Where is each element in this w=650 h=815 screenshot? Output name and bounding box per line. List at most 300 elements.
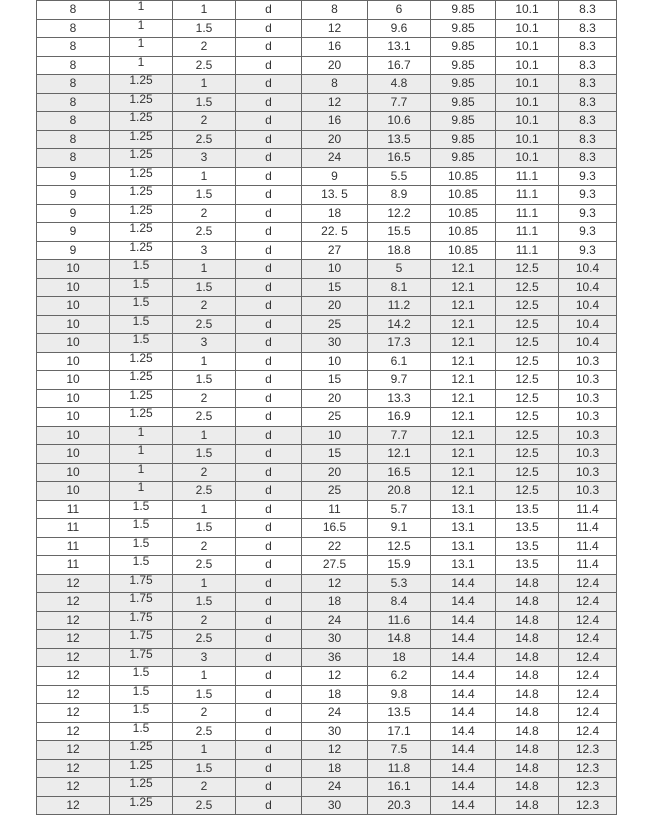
hole-max-cell: [496, 482, 559, 501]
length-cell: [302, 93, 368, 112]
cell-value: 12.4: [575, 594, 600, 609]
ratio-cell: [173, 426, 236, 445]
pitch-cell: [110, 371, 173, 390]
depth-cell: [368, 667, 431, 686]
pitch-cell: [110, 56, 173, 75]
cell-value: 12: [66, 575, 80, 590]
ratio-cell: [173, 408, 236, 427]
pitch-cell: [110, 426, 173, 445]
core-cell: [559, 56, 617, 75]
table-row: [37, 778, 617, 797]
cell-value: 10.85: [447, 168, 479, 183]
cell-value: 1.5: [132, 685, 150, 698]
cell-value: 9.85: [451, 131, 475, 146]
core-cell: [559, 93, 617, 112]
length-cell: [302, 500, 368, 519]
unit-cell: [236, 445, 302, 464]
core-cell: [559, 667, 617, 686]
pitch-cell: [110, 593, 173, 612]
hole-min-cell: [431, 186, 496, 205]
table-row: [37, 1, 617, 20]
cell-value: 12.4: [575, 668, 600, 683]
cell-value: 10.3: [575, 483, 600, 498]
ratio-cell: [173, 112, 236, 131]
diameter-cell: [37, 482, 110, 501]
cell-value: 6: [395, 2, 403, 17]
cell-value: 2: [200, 538, 208, 553]
cell-value: d: [265, 631, 272, 646]
cell-value: 18: [327, 760, 342, 775]
unit-cell: [236, 204, 302, 223]
cell-value: 16.5: [322, 520, 347, 535]
cell-value: 1: [200, 76, 208, 91]
hole-max-cell: [496, 611, 559, 630]
cell-value: 9: [69, 224, 77, 239]
hole-min-cell: [431, 297, 496, 316]
cell-value: 1.5: [132, 722, 150, 735]
core-cell: [559, 130, 617, 149]
hole-min-cell: [431, 56, 496, 75]
cell-value: d: [265, 612, 272, 627]
length-cell: [302, 149, 368, 168]
hole-min-cell: [431, 611, 496, 630]
cell-value: 2: [200, 464, 208, 479]
unit-cell: [236, 75, 302, 94]
cell-value: 20: [327, 464, 342, 479]
depth-cell: [368, 167, 431, 186]
length-cell: [302, 574, 368, 593]
cell-value: 30: [327, 797, 342, 812]
table-row: [37, 463, 617, 482]
hole-min-cell: [431, 371, 496, 390]
hole-min-cell: [431, 482, 496, 501]
hole-min-cell: [431, 778, 496, 797]
ratio-cell: [173, 704, 236, 723]
diameter-cell: [37, 704, 110, 723]
length-cell: [302, 741, 368, 760]
table-row: [37, 278, 617, 297]
ratio-cell: [173, 537, 236, 556]
depth-cell: [368, 426, 431, 445]
cell-value: 10: [66, 427, 80, 442]
cell-value: d: [265, 298, 272, 313]
hole-min-cell: [431, 741, 496, 760]
hole-max-cell: [496, 204, 559, 223]
diameter-cell: [37, 278, 110, 297]
cell-value: 7.7: [390, 94, 408, 109]
unit-cell: [236, 186, 302, 205]
hole-min-cell: [431, 500, 496, 519]
depth-cell: [368, 704, 431, 723]
core-cell: [559, 389, 617, 408]
depth-cell: [368, 648, 431, 667]
cell-value: 12.1: [451, 409, 475, 424]
cell-value: 8: [69, 150, 77, 165]
hole-min-cell: [431, 38, 496, 57]
pitch-cell: [110, 667, 173, 686]
cell-value: 1.5: [195, 187, 213, 202]
cell-value: 1.5: [195, 594, 213, 609]
hole-min-cell: [431, 685, 496, 704]
ratio-cell: [173, 75, 236, 94]
length-cell: [302, 38, 368, 57]
length-cell: [302, 593, 368, 612]
cell-value: 12.4: [575, 705, 600, 720]
unit-cell: [236, 371, 302, 390]
depth-cell: [368, 38, 431, 57]
cell-value: 12.5: [515, 335, 539, 350]
table-row: [37, 112, 617, 131]
cell-value: 1.25: [129, 185, 153, 199]
cell-value: d: [265, 483, 272, 498]
pitch-cell: [110, 778, 173, 797]
table-row: [37, 500, 617, 519]
hole-min-cell: [431, 759, 496, 778]
unit-cell: [236, 315, 302, 334]
diameter-cell: [37, 741, 110, 760]
cell-value: 12.3: [575, 760, 600, 775]
core-cell: [559, 593, 617, 612]
cell-value: 8.3: [579, 2, 596, 17]
ratio-cell: [173, 334, 236, 353]
table-row: [37, 371, 617, 390]
diameter-cell: [37, 796, 110, 815]
cell-value: 8.3: [579, 20, 596, 35]
depth-cell: [368, 93, 431, 112]
cell-value: 10: [327, 427, 342, 442]
cell-value: 1: [200, 501, 208, 516]
table-row: [37, 426, 617, 445]
cell-value: 9.85: [451, 57, 475, 72]
core-cell: [559, 408, 617, 427]
diameter-cell: [37, 93, 110, 112]
cell-value: 18.8: [387, 242, 411, 257]
cell-value: 1.25: [129, 389, 153, 402]
cell-value: 1.75: [129, 574, 153, 587]
unit-cell: [236, 630, 302, 649]
core-cell: [559, 537, 617, 556]
hole-min-cell: [431, 593, 496, 612]
cell-value: 10.85: [447, 187, 479, 202]
cell-value: 25: [327, 483, 342, 498]
cell-value: 1: [137, 37, 145, 51]
table-row: [37, 297, 617, 316]
cell-value: 1.5: [195, 20, 213, 35]
cell-value: 12.1: [451, 261, 475, 276]
depth-cell: [368, 297, 431, 316]
pitch-cell: [110, 741, 173, 760]
hole-max-cell: [496, 408, 559, 427]
unit-cell: [236, 389, 302, 408]
cell-value: 1.5: [132, 315, 150, 328]
cell-value: 14.4: [451, 631, 475, 646]
table-row: [37, 482, 617, 501]
unit-cell: [236, 56, 302, 75]
core-cell: [559, 241, 617, 260]
diameter-cell: [37, 426, 110, 445]
cell-value: 1.5: [132, 296, 150, 310]
unit-cell: [236, 796, 302, 815]
pitch-cell: [110, 278, 173, 297]
cell-value: 12: [66, 742, 80, 757]
cell-value: d: [265, 501, 272, 516]
cell-value: 22: [327, 538, 342, 553]
cell-value: 10.3: [575, 390, 600, 405]
core-cell: [559, 796, 617, 815]
depth-cell: [368, 556, 431, 575]
cell-value: 9.85: [451, 150, 475, 165]
core-cell: [559, 704, 617, 723]
cell-value: 10.85: [447, 224, 479, 239]
hole-max-cell: [496, 685, 559, 704]
pitch-cell: [110, 112, 173, 131]
length-cell: [302, 1, 368, 20]
cell-value: 1.5: [195, 372, 213, 387]
pitch-cell: [110, 611, 173, 630]
ratio-cell: [173, 778, 236, 797]
hole-min-cell: [431, 408, 496, 427]
unit-cell: [236, 463, 302, 482]
cell-value: 12.1: [387, 446, 411, 461]
cell-value: 30: [327, 723, 342, 738]
hole-max-cell: [496, 56, 559, 75]
table-row: [37, 223, 617, 242]
cell-value: 3: [200, 242, 208, 257]
unit-cell: [236, 1, 302, 20]
ratio-cell: [173, 685, 236, 704]
cell-value: 10.4: [575, 298, 600, 313]
cell-value: 11.4: [576, 501, 599, 516]
core-cell: [559, 556, 617, 575]
hole-max-cell: [496, 500, 559, 519]
cell-value: 14.4: [451, 723, 475, 738]
cell-value: 12.3: [575, 797, 600, 812]
hole-max-cell: [496, 741, 559, 760]
cell-value: 12.5: [515, 261, 539, 276]
length-cell: [302, 556, 368, 575]
cell-value: 14.4: [451, 797, 475, 812]
cell-value: 12: [327, 742, 342, 757]
diameter-cell: [37, 556, 110, 575]
cell-value: 12.5: [515, 353, 539, 368]
pitch-cell: [110, 260, 173, 279]
core-cell: [559, 315, 617, 334]
hole-max-cell: [496, 759, 559, 778]
cell-value: 9: [331, 168, 338, 183]
cell-value: 12.3: [575, 779, 600, 794]
cell-value: 1.5: [132, 333, 150, 347]
cell-value: 8: [69, 57, 77, 72]
length-cell: [302, 352, 368, 371]
hole-min-cell: [431, 796, 496, 815]
cell-value: 9.1: [390, 520, 408, 535]
hole-max-cell: [496, 537, 559, 556]
cell-value: 3: [200, 335, 208, 350]
pitch-cell: [110, 630, 173, 649]
length-cell: [302, 408, 368, 427]
cell-value: d: [265, 557, 272, 572]
cell-value: 9.3: [579, 224, 596, 239]
table-row: [37, 315, 617, 334]
cell-value: d: [265, 335, 272, 350]
table-row: [37, 445, 617, 464]
cell-value: 8.9: [390, 187, 408, 202]
cell-value: 8.3: [579, 131, 596, 146]
length-cell: [302, 667, 368, 686]
hole-max-cell: [496, 667, 559, 686]
hole-max-cell: [496, 75, 559, 94]
unit-cell: [236, 149, 302, 168]
cell-value: 10.1: [515, 39, 539, 54]
unit-cell: [236, 260, 302, 279]
diameter-cell: [37, 75, 110, 94]
cell-value: 12: [66, 668, 80, 683]
cell-value: 11.4: [576, 557, 599, 572]
cell-value: 10: [66, 316, 80, 331]
hole-min-cell: [431, 463, 496, 482]
cell-value: 1.25: [129, 241, 153, 254]
cell-value: d: [265, 57, 272, 72]
ratio-cell: [173, 796, 236, 815]
length-cell: [302, 297, 368, 316]
cell-value: 11: [66, 520, 80, 535]
cell-value: 14.8: [515, 631, 539, 646]
cell-value: 10.4: [575, 279, 600, 294]
cell-value: 12.4: [575, 686, 600, 701]
diameter-cell: [37, 685, 110, 704]
cell-value: 12: [327, 20, 342, 35]
cell-value: 9.3: [579, 205, 596, 220]
cell-value: 2.5: [195, 797, 213, 812]
cell-value: 27: [327, 242, 342, 257]
core-cell: [559, 463, 617, 482]
core-cell: [559, 297, 617, 316]
table-row: [37, 334, 617, 353]
hole-max-cell: [496, 352, 559, 371]
hole-min-cell: [431, 704, 496, 723]
unit-cell: [236, 130, 302, 149]
cell-value: 20.3: [387, 797, 411, 812]
ratio-cell: [173, 19, 236, 38]
core-cell: [559, 149, 617, 168]
pitch-cell: [110, 519, 173, 538]
table-row: [37, 186, 617, 205]
cell-value: 14.4: [451, 760, 475, 775]
cell-value: 10.1: [515, 131, 539, 146]
cell-value: 14.4: [451, 686, 475, 701]
table-row: [37, 759, 617, 778]
core-cell: [559, 260, 617, 279]
cell-value: 14.8: [515, 779, 539, 794]
table-row: [37, 408, 617, 427]
hole-max-cell: [496, 722, 559, 741]
cell-value: 1.25: [129, 222, 153, 236]
hole-min-cell: [431, 445, 496, 464]
pitch-cell: [110, 19, 173, 38]
cell-value: 13.5: [387, 705, 411, 720]
cell-value: 10.1: [515, 113, 539, 128]
table-row: [37, 204, 617, 223]
length-cell: [302, 445, 368, 464]
cell-value: 2: [200, 779, 208, 794]
cell-value: d: [265, 705, 272, 720]
hole-max-cell: [496, 315, 559, 334]
cell-value: d: [265, 242, 272, 257]
pitch-cell: [110, 93, 173, 112]
hole-min-cell: [431, 537, 496, 556]
cell-value: 8.3: [579, 39, 596, 54]
hole-min-cell: [431, 722, 496, 741]
cell-value: 10.4: [575, 261, 600, 276]
length-cell: [302, 630, 368, 649]
cell-value: 25: [327, 409, 342, 424]
unit-cell: [236, 408, 302, 427]
cell-value: 1: [200, 168, 208, 183]
cell-value: 12.1: [451, 316, 475, 331]
ratio-cell: [173, 260, 236, 279]
diameter-cell: [37, 130, 110, 149]
cell-value: d: [265, 409, 272, 424]
cell-value: 14.8: [515, 760, 539, 775]
core-cell: [559, 334, 617, 353]
cell-value: 11: [328, 501, 341, 516]
table-row: [37, 56, 617, 75]
cell-value: 14.4: [451, 612, 475, 627]
cell-value: 2.5: [195, 224, 213, 239]
diameter-cell: [37, 56, 110, 75]
diameter-cell: [37, 519, 110, 538]
diameter-cell: [37, 574, 110, 593]
cell-value: 12.5: [515, 279, 539, 294]
pitch-cell: [110, 556, 173, 575]
diameter-cell: [37, 463, 110, 482]
diameter-cell: [37, 630, 110, 649]
depth-cell: [368, 482, 431, 501]
core-cell: [559, 445, 617, 464]
unit-cell: [236, 778, 302, 797]
diameter-cell: [37, 759, 110, 778]
hole-max-cell: [496, 334, 559, 353]
unit-cell: [236, 38, 302, 57]
cell-value: 12.5: [515, 390, 539, 405]
table-row: [37, 519, 617, 538]
diameter-cell: [37, 371, 110, 390]
cell-value: 11.4: [576, 538, 599, 553]
cell-value: 14.4: [451, 705, 475, 720]
core-cell: [559, 630, 617, 649]
length-cell: [302, 260, 368, 279]
length-cell: [302, 278, 368, 297]
cell-value: 12: [66, 723, 80, 738]
cell-value: 10.4: [575, 335, 600, 350]
pitch-cell: [110, 537, 173, 556]
cell-value: 8: [69, 39, 77, 54]
cell-value: 12: [66, 649, 80, 664]
cell-value: 20: [327, 390, 342, 405]
cell-value: 20.8: [387, 483, 411, 498]
hole-min-cell: [431, 519, 496, 538]
table-row: [37, 38, 617, 57]
ratio-cell: [173, 297, 236, 316]
depth-cell: [368, 56, 431, 75]
depth-cell: [368, 593, 431, 612]
cell-value: 8.1: [390, 279, 408, 294]
cell-value: 2.5: [195, 131, 213, 146]
ratio-cell: [173, 519, 236, 538]
cell-value: 8: [69, 113, 77, 128]
cell-value: 1.25: [129, 148, 153, 162]
hole-max-cell: [496, 260, 559, 279]
